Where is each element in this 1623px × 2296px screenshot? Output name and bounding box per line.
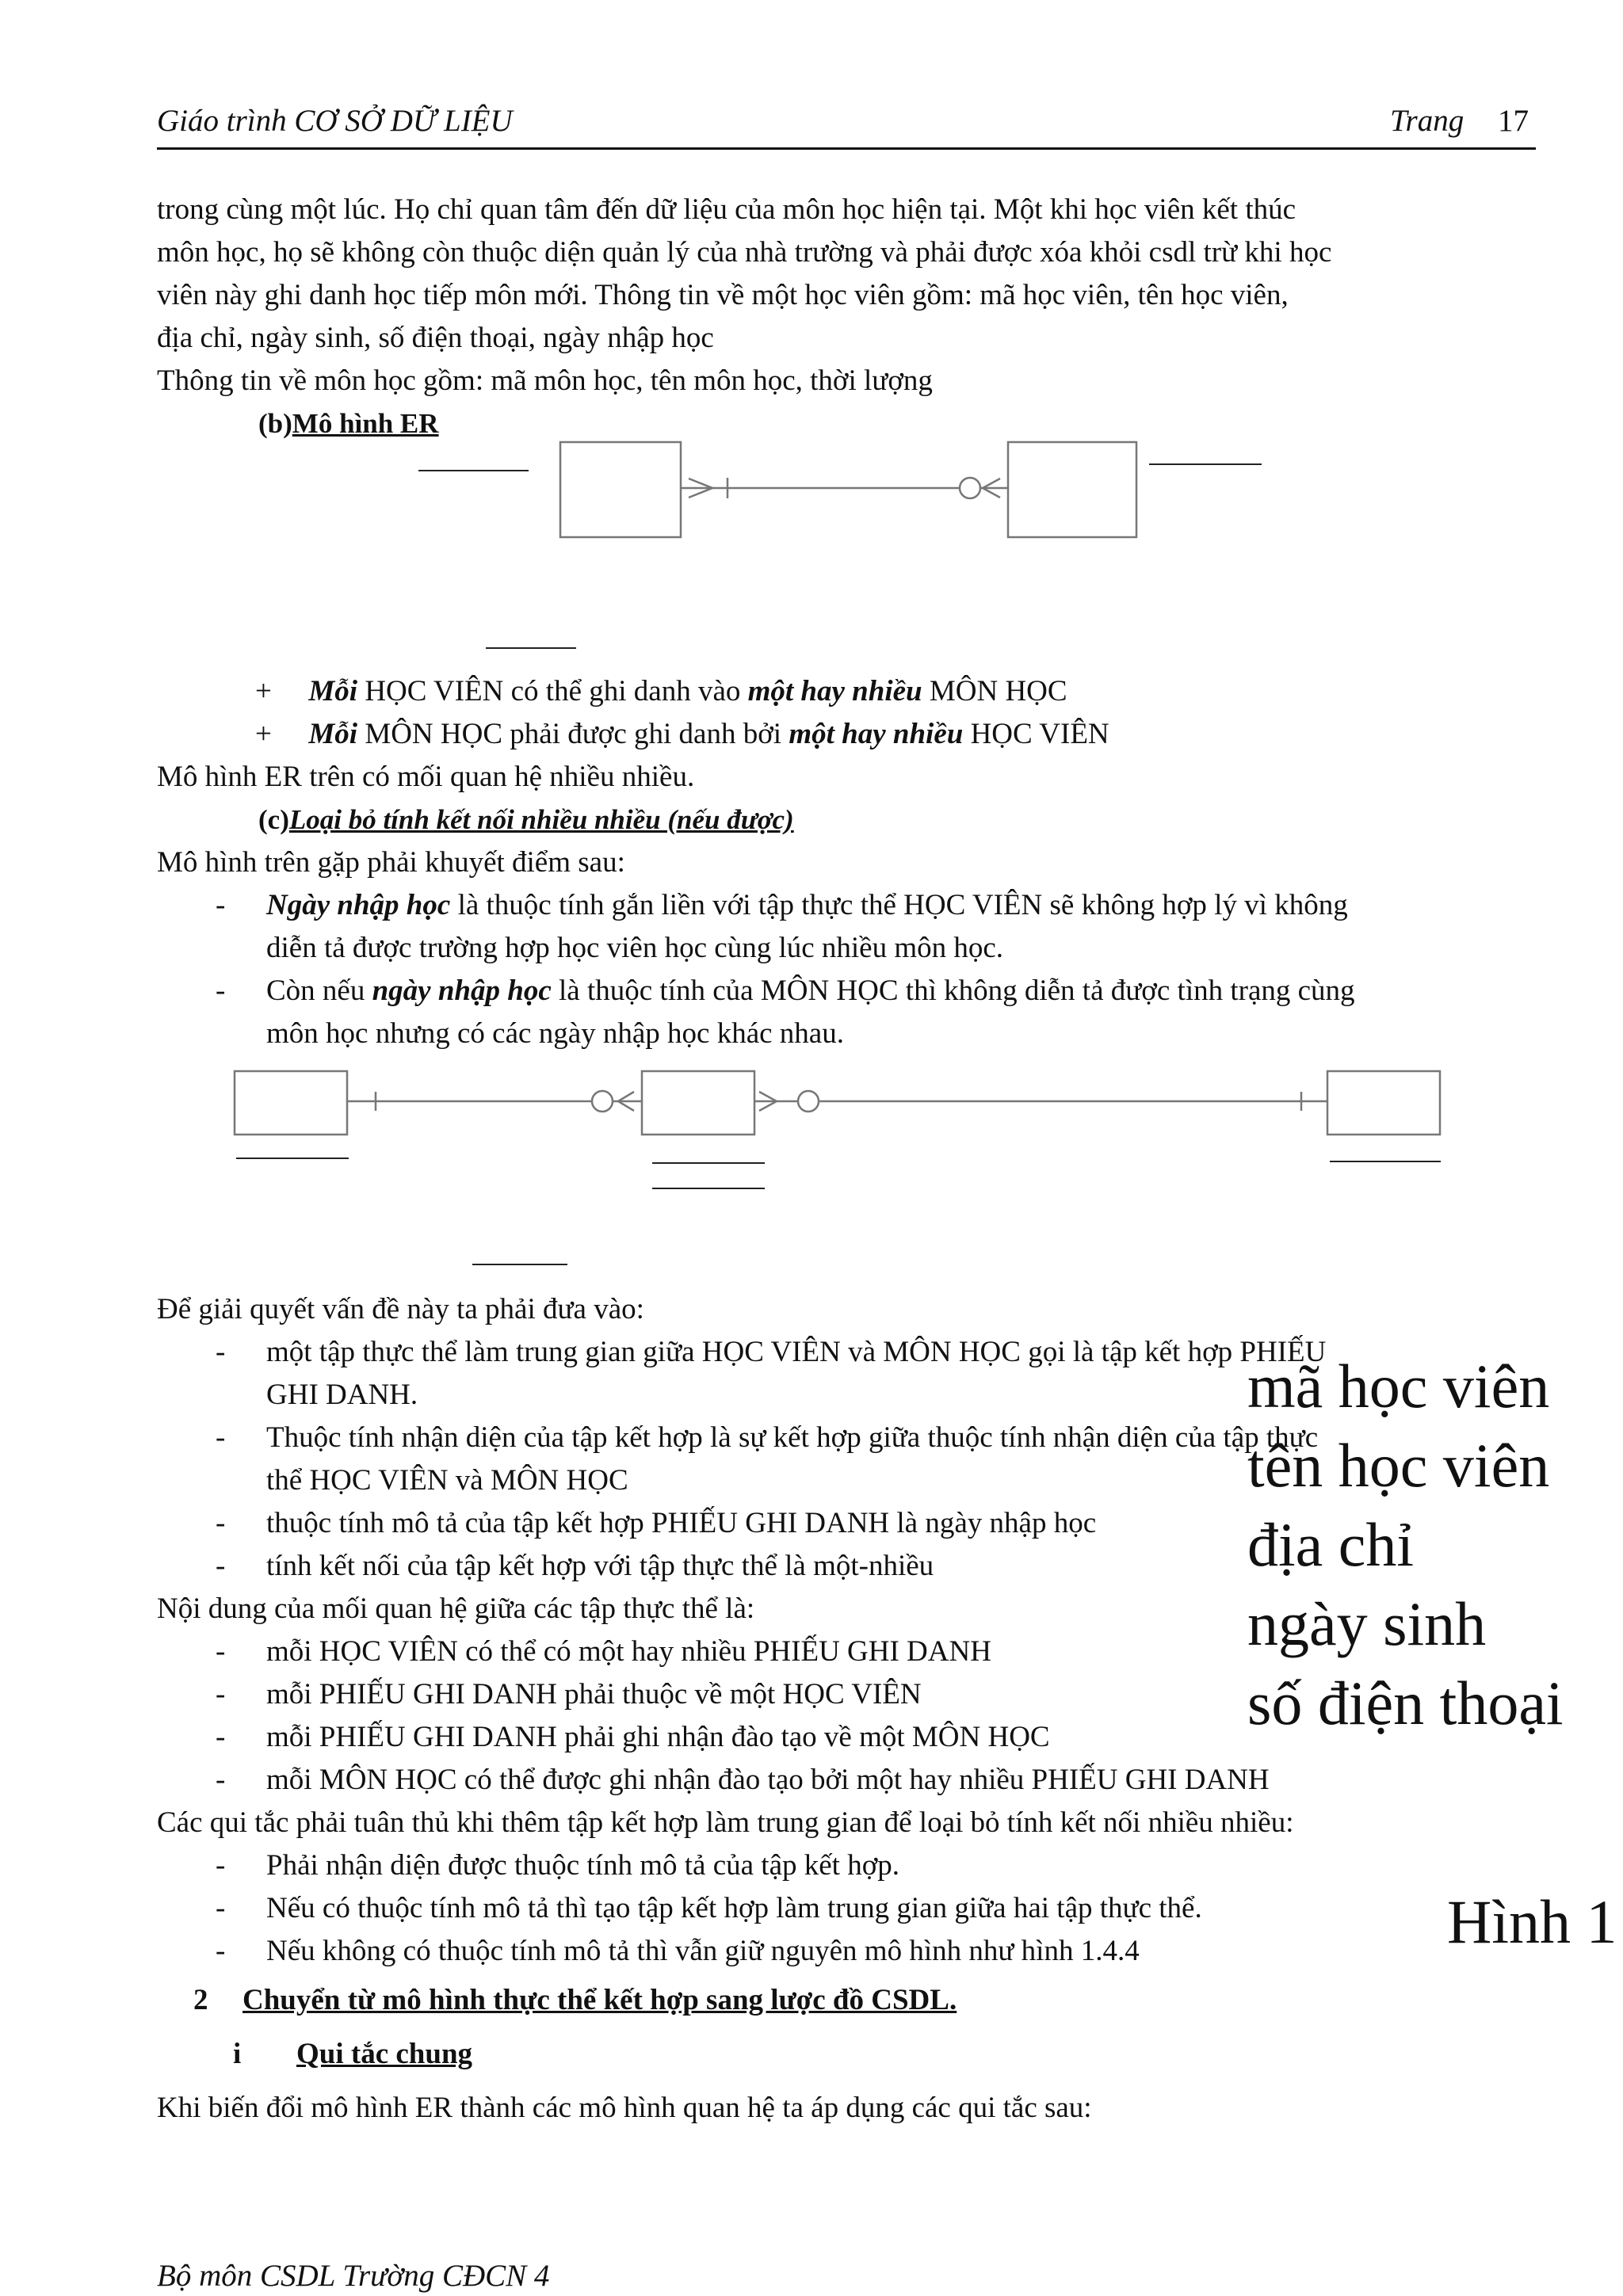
section-i-number: i [233, 2038, 242, 2070]
rule-3-dash: - [216, 1935, 226, 1967]
relation-1-dash: - [216, 1635, 226, 1668]
para1-line5: Thông tin về môn học gồm: mã môn học, tên môn học, thời lượng [157, 364, 933, 397]
solve-3-line1: thuộc tính mô tả của tập kết hợp PHIẾU GHI DANH là ngày nhập học [266, 1507, 1097, 1539]
rules-intro: Các qui tắc phải tuân thủ khi thêm tập kết hợp làm trung gian để loại bỏ tính kết nối nhiều nhiều: [157, 1806, 1294, 1839]
bullet-emph: một hay nhiều [747, 675, 922, 707]
bullet-emph: Mỗi [308, 675, 358, 707]
bullet-text: HỌC VIÊN [963, 718, 1109, 750]
relation-4-dash: - [216, 1764, 226, 1796]
defect-emph: Ngày nhập học [266, 889, 451, 921]
er-note: Mô hình ER trên có mối quan hệ nhiều nhiều. [157, 761, 695, 793]
solve-2-line1: Thuộc tính nhận diện của tập kết hợp là sự kết hợp giữa thuộc tính nhận diện của tập thực [266, 1421, 1319, 1454]
relation-3: mỗi PHIẾU GHI DANH phải ghi nhận đào tạo về một MÔN HỌC [266, 1721, 1050, 1753]
defect-2-dash: - [216, 974, 226, 1007]
solve-4-line1: tính kết nối của tập kết hợp với tập thực thể là một-nhiều [266, 1550, 934, 1582]
para1-line2: môn học, họ sẽ không còn thuộc diện quản lý của nhà trường và phải được xóa khỏi csdl trừ khi học [157, 236, 1332, 269]
header-title: Giáo trình CƠ SỞ DỮ LIỆU [157, 104, 513, 138]
relation-2: mỗi PHIẾU GHI DANH phải thuộc về một HỌC VIÊN [266, 1678, 922, 1711]
section-c-prefix: (c) [258, 804, 289, 835]
defect-1-line2: diễn tả được trường hợp học viên học cùng lúc nhiều môn học. [266, 932, 1004, 964]
relation-4: mỗi MÔN HỌC có thể được ghi nhận đào tạo bởi một hay nhiều PHIẾU GHI DANH [266, 1764, 1270, 1796]
rule-1-dash: - [216, 1849, 226, 1882]
defect-1-dash: - [216, 889, 226, 921]
bullet-emph: một hay nhiều [789, 718, 964, 750]
rule-1: Phải nhận diện được thuộc tính mô tả của tập kết hợp. [266, 1849, 900, 1882]
er2-circle-right [798, 1091, 819, 1112]
defect-text: Còn nếu [266, 974, 372, 1007]
solve-intro: Để giải quyết vấn đề này ta phải đưa vào: [157, 1293, 644, 1325]
solve-2-line2: thể HỌC VIÊN và MÔN HỌC [266, 1464, 628, 1497]
relation-2-dash: - [216, 1678, 226, 1711]
er2-entity-right [1327, 1071, 1440, 1135]
defect-2-line2: môn học nhưng có các ngày nhập học khác nhau. [266, 1017, 844, 1050]
solve-1-dash: - [216, 1336, 226, 1368]
solve-3-dash: - [216, 1507, 226, 1539]
solve-2-dash: - [216, 1421, 226, 1454]
solve-1-line1: một tập thực thể làm trung gian giữa HỌC VIÊN và MÔN HỌC gọi là tập kết hợp PHIẾU [266, 1336, 1327, 1368]
relation-3-dash: - [216, 1721, 226, 1753]
er2-entity-left [235, 1071, 347, 1135]
defect-intro: Mô hình trên gặp phải khuyết điểm sau: [157, 846, 625, 879]
er2-entity-middle [642, 1071, 754, 1135]
overlay-attr-2: tên học viên [1247, 1431, 1550, 1500]
para1-line3: viên này ghi danh học tiếp môn mới. Thông tin về một học viên gồm: mã học viên, tên học viên, [157, 279, 1289, 311]
bullet-text: MÔN HỌC phải được ghi danh bởi [357, 718, 789, 750]
bullet-text: MÔN HỌC [922, 675, 1067, 707]
solve-1-line2: GHI DANH. [266, 1379, 418, 1411]
section-i-title: Qui tắc chung [296, 2038, 473, 2070]
relation-1: mỗi HỌC VIÊN có thể có một hay nhiều PHIẾU GHI DANH [266, 1635, 991, 1668]
para1-line1: trong cùng một lúc. Họ chỉ quan tâm đến dữ liệu của môn học hiện tại. Một khi học viên kết thúc [157, 193, 1296, 226]
bullet-emph: Mỗi [308, 718, 358, 750]
overlay-attr-5: số điện thoại [1247, 1669, 1564, 1737]
header-page-number: 17 [1498, 104, 1529, 138]
er2-circle-left [592, 1091, 613, 1112]
defect-emph: ngày nhập học [372, 974, 552, 1007]
solve-4-dash: - [216, 1550, 226, 1582]
section-2-title: Chuyển từ mô hình thực thể kết hợp sang lược đồ CSDL. [242, 1984, 957, 2016]
rule-2-dash: - [216, 1892, 226, 1924]
para1-line4: địa chỉ, ngày sinh, số điện thoại, ngày nhập học [157, 322, 714, 354]
rule-3: Nếu không có thuộc tính mô tả thì vẫn giữ nguyên mô hình như hình 1.4.4 [266, 1935, 1140, 1967]
section-2-number: 2 [193, 1984, 208, 2016]
rule-2: Nếu có thuộc tính mô tả thì tạo tập kết hợp làm trung gian giữa hai tập thực thể. [266, 1892, 1202, 1924]
bullet-sign: + [255, 675, 272, 707]
defect-text: là thuộc tính của MÔN HỌC thì không diễn tả được tình trạng cùng [551, 974, 1355, 1007]
relation-intro: Nội dung của mối quan hệ giữa các tập thực thể là: [157, 1592, 755, 1625]
bullet-sign: + [255, 718, 272, 750]
header-page-label: Trang [1390, 104, 1465, 138]
bullet-text: HỌC VIÊN có thể ghi danh vào [357, 675, 748, 707]
footer-text: Bộ môn CSDL Trường CĐCN 4 [157, 2259, 550, 2293]
section-b-title: Mô hình ER [292, 408, 439, 439]
section-b-prefix: (b) [258, 408, 292, 439]
final-line: Khi biến đổi mô hình ER thành các mô hình quan hệ ta áp dụng các qui tắc sau: [157, 2092, 1092, 2124]
overlay-attr-4: ngày sinh [1247, 1589, 1487, 1658]
overlay-figure-label: Hình 1 [1447, 1887, 1617, 1956]
defect-text: là thuộc tính gắn liền với tập thực thể HỌC VIÊN sẽ không hợp lý vì không [450, 889, 1348, 921]
overlay-attr-3: địa chỉ [1247, 1510, 1415, 1579]
section-c-title: Loại bỏ tính kết nối nhiều nhiều (nếu được) [288, 804, 794, 835]
overlay-attr-1: mã học viên [1247, 1352, 1550, 1421]
